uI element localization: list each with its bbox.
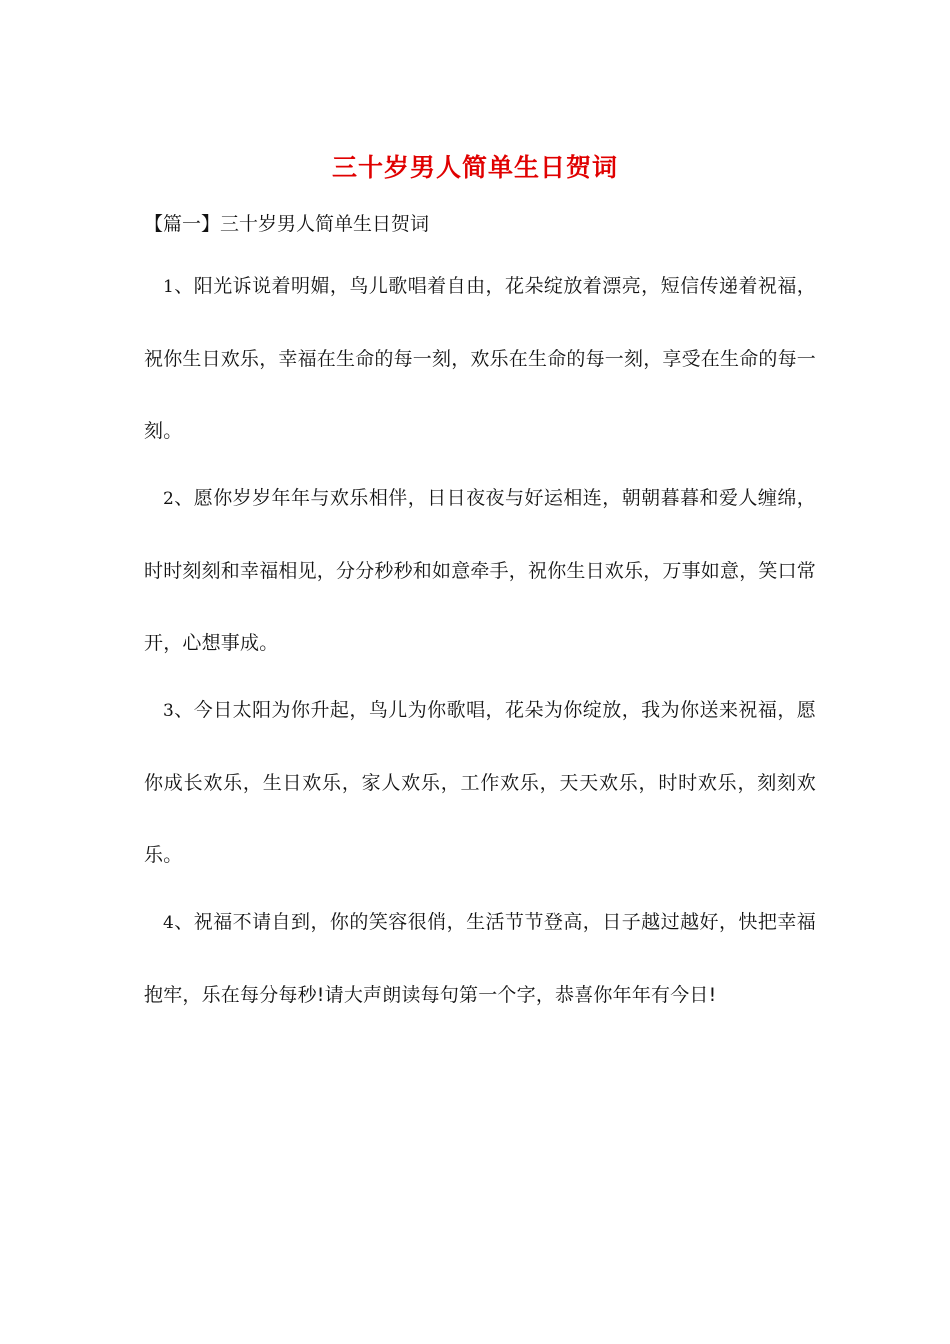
paragraph-number: 4 bbox=[163, 913, 175, 933]
paragraph-text: 、愿你岁岁年年与欢乐相伴，日日夜夜与好运相连，朝朝暮暮和爱人缠绵，时时刻刻和幸福相见，分分秒秒和如意牵手，祝你生日欢乐，万事如意，笑口常开，心想事成。 bbox=[144, 487, 817, 654]
paragraph-2 bbox=[144, 462, 816, 679]
paragraph-4 bbox=[144, 886, 816, 1031]
paragraph-3 bbox=[144, 674, 816, 891]
paragraph-number: 3 bbox=[163, 701, 175, 721]
paragraph-number: 1 bbox=[163, 277, 175, 297]
paragraph-text: 、祝福不请自到，你的笑容很俏，生活节节登高，日子越过越好，快把幸福抱牢，乐在每分每秒!请大声朗读每句第一个字，恭喜你年年有今日! bbox=[144, 911, 816, 1006]
document-title: 三十岁男人简单生日贺词 bbox=[331, 153, 618, 182]
paragraph-1 bbox=[144, 250, 816, 467]
section-heading: 【篇一】三十岁男人简单生日贺词 bbox=[144, 213, 430, 235]
paragraph-text: 、阳光诉说着明媚，鸟儿歌唱着自由，花朵绽放着漂亮，短信传递着祝福，祝你生日欢乐，幸福在生命的每一刻，欢乐在生命的每一刻，享受在生命的每一刻。 bbox=[144, 275, 817, 442]
paragraph-text: 、今日太阳为你升起，鸟儿为你歌唱，花朵为你绽放，我为你送来祝福，愿你成长欢乐，生日欢乐，家人欢乐，工作欢乐，天天欢乐，时时欢乐，刻刻欢乐。 bbox=[144, 699, 816, 866]
paragraph-number: 2 bbox=[163, 489, 175, 509]
